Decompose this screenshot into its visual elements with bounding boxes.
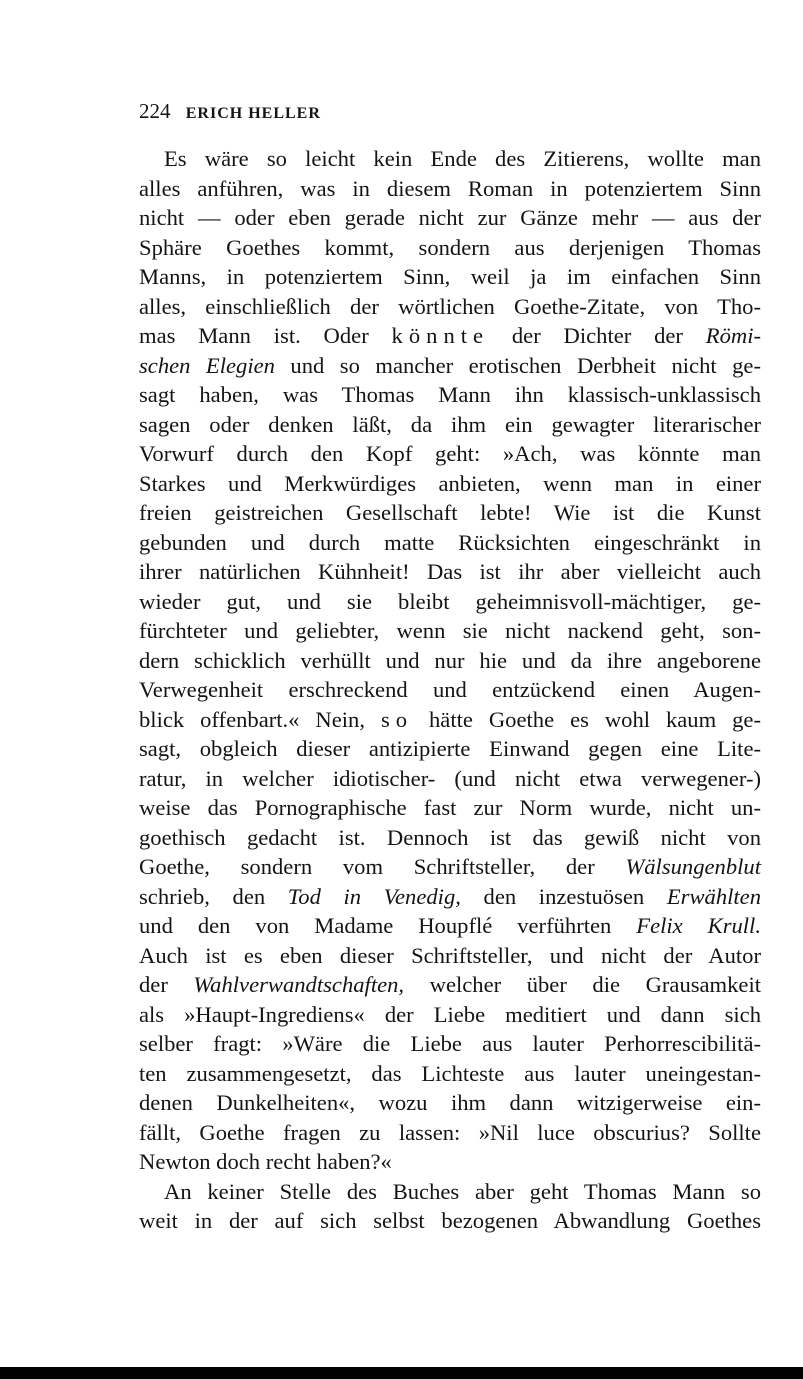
text-line: sagt, obgleich dieser antizipierte Einwand gegen eine Lite- (139, 736, 761, 761)
text-line: weit in der auf sich selbst bezogenen Abwandlung Goethes (139, 1208, 761, 1233)
text-line: denen Dunkelheiten«, wozu ihm dann witzigerweise ein- (139, 1090, 761, 1115)
book-title: Wahlverwandtschaften, (193, 972, 405, 997)
emphasis-spaced: so (380, 706, 414, 732)
text-line: ratur, in welcher idiotischer- (und nicht etwa verwegener-) (139, 765, 761, 791)
text-run: mas Mann ist. Oder (139, 323, 392, 348)
text-run: welcher über die Grausamkeit (404, 972, 762, 997)
body-text (139, 144, 761, 1236)
text-line (139, 705, 761, 735)
text-line: ten zusammengesetzt, das Lichteste aus lauter uneingestan- (139, 1060, 761, 1086)
text-run: Goethe, sondern vom Schriftsteller, der (139, 854, 626, 879)
text-run: der (139, 972, 194, 997)
text-line (139, 911, 761, 941)
text-line: alles anführen, was in diesem Roman in potenziertem Sinn (139, 175, 761, 201)
text-line: An keiner Stelle des Buches aber geht Thomas Mann so (164, 1178, 761, 1204)
emphasis-spaced: könnte (391, 323, 490, 348)
text-line (139, 852, 761, 882)
text-line: Sphäre Goethes kommt, sondern aus derjenigen Thomas (139, 234, 761, 260)
text-run: den inzestuösen (460, 883, 667, 909)
book-title: Erwählten (666, 883, 761, 909)
text-line: sagt haben, was Thomas Mann ihn klassisch-unklassisch (139, 382, 761, 407)
text-run: hätte Goethe es wohl kaum ge- (413, 706, 761, 732)
text-line (139, 882, 761, 912)
text-line: nicht — oder eben gerade nicht zur Gänze mehr — aus der (139, 205, 761, 230)
text-line: selber fragt: »Wäre die Liebe aus lauter Perhorrescibilitä- (139, 1031, 761, 1056)
text-line: Manns, in potenziertem Sinn, weil ja im einfachen Sinn (139, 264, 761, 289)
text-line: Newton doch recht haben?« (139, 1149, 392, 1174)
text-line (139, 351, 761, 381)
text-line: alles, einschließlich der wörtlichen Goethe-Zitate, von Tho- (139, 293, 761, 319)
text-line: Starkes und Merkwürdiges anbieten, wenn man in einer (139, 470, 761, 496)
running-head: ERICH HELLER (185, 105, 321, 122)
text-run: der Dichter der (489, 323, 706, 348)
scan-edge-bar (0, 1367, 803, 1379)
text-line: dern schicklich verhüllt und nur hie und da ihre angeborene (139, 647, 761, 673)
text-run: schrieb, den (139, 883, 288, 909)
text-line: Vorwurf durch den Kopf geht: »Ach, was könnte man (139, 441, 761, 466)
text-line: fällt, Goethe fragen zu lassen: »Nil luce obscurius? Sollte (139, 1119, 761, 1145)
text-line: wieder gut, und sie bleibt geheimnisvoll-mächtiger, ge- (139, 588, 761, 614)
page-number: 224 (139, 99, 171, 123)
text-run: und den von Madame Houpflé verführten (139, 913, 637, 938)
text-line (139, 321, 761, 351)
book-title: schen Elegien (139, 352, 275, 378)
book-title: Tod in Venedig, (287, 883, 461, 909)
text-run: blick offenbart.« Nein, (139, 706, 381, 732)
text-line (139, 970, 761, 1000)
text-line: sagen oder denken läßt, da ihm ein gewagter literarischer (139, 411, 761, 437)
text-line: als »Haupt-Ingrediens« der Liebe meditiert und dann sich (139, 1001, 761, 1027)
text-line: gebunden und durch matte Rücksichten eingeschränkt in (139, 529, 761, 555)
text-line: fürchteter und geliebter, wenn sie nicht nackend geht, son- (139, 618, 761, 643)
text-line: Auch ist es eben dieser Schriftsteller, und nicht der Autor (139, 942, 761, 968)
book-title: Wälsungenblut (625, 854, 761, 879)
book-title: Felix Krull. (636, 913, 761, 938)
text-run: und so mancher erotischen Derbheit nicht ge- (274, 352, 761, 378)
text-line: weise das Pornographische fast zur Norm wurde, nicht un- (139, 795, 761, 820)
text-line: Es wäre so leicht kein Ende des Zitierens, wollte man (164, 146, 761, 171)
book-title: Römi- (705, 323, 761, 348)
text-line: ihrer natürlichen Kühnheit! Das ist ihr aber vielleicht auch (139, 559, 761, 584)
page-header (139, 96, 779, 126)
text-line: goethisch gedacht ist. Dennoch ist das gewiß nicht von (139, 824, 761, 850)
text-line: freien geistreichen Gesellschaft lebte! Wie ist die Kunst (139, 500, 761, 525)
text-line: Verwegenheit erschreckend und entzückend einen Augen- (139, 677, 761, 702)
